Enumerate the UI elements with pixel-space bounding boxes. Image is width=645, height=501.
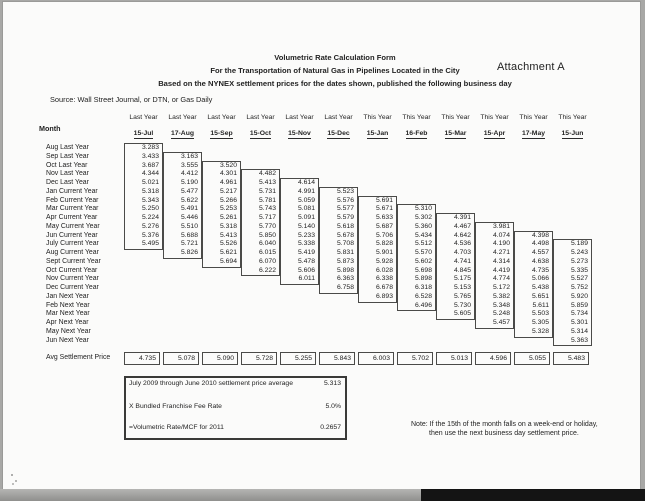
avg-settlement-price-cell: 5.728 xyxy=(241,352,277,365)
settlement-price-cell: 5.721 xyxy=(180,240,198,248)
avg-settlement-price-cell: 5.078 xyxy=(163,352,199,365)
price-column-box xyxy=(163,152,202,259)
column-period-label: Last Year xyxy=(246,114,275,121)
settlement-price-cell: 6.011 xyxy=(298,275,315,283)
settlement-price-cell: 5.671 xyxy=(375,205,393,213)
table-row-label: May Current Year xyxy=(46,222,100,230)
summary-value: 5.0% xyxy=(325,403,341,410)
column-period-label: Last Year xyxy=(285,114,314,121)
column-period-label: This Year xyxy=(402,114,431,121)
settlement-price-cell: 6.318 xyxy=(414,284,432,291)
settlement-price-cell: 5.579 xyxy=(336,214,354,221)
settlement-price-cell: 5.434 xyxy=(414,231,432,239)
form-basis-line: Based on the NYNEX settlement prices for the dates shown, published the following business day xyxy=(158,79,512,88)
settlement-price-cell: 5.233 xyxy=(297,231,315,239)
settlement-price-cell: 5.273 xyxy=(570,257,588,265)
column-date-label: 15-Sep xyxy=(210,130,233,137)
table-row-label: Jan Current Year xyxy=(46,187,98,195)
settlement-price-cell: 5.606 xyxy=(297,266,315,274)
column-header xyxy=(278,114,321,140)
settlement-price-cell: 6.028 xyxy=(375,266,393,274)
settlement-price-cell: 5.446 xyxy=(180,214,198,221)
column-period-label: This Year xyxy=(480,114,509,121)
settlement-price-cell: 5.318 xyxy=(219,222,237,230)
settlement-price-cell: 5.901 xyxy=(375,249,393,256)
settlement-price-cell: 5.190 xyxy=(180,179,198,186)
table-row-label: Mar Current Year xyxy=(46,205,99,213)
settlement-price-cell: 5.828 xyxy=(375,240,393,248)
table-row-label: Nov Last Year xyxy=(46,170,89,178)
table-row-label: Aug Current Year xyxy=(46,249,99,256)
settlement-price-cell: 5.224 xyxy=(141,214,159,221)
form-subtitle: For the Transportation of Natural Gas in Pipelines Located in the City xyxy=(210,66,460,75)
settlement-price-cell: 6.758 xyxy=(336,284,354,291)
price-column-box xyxy=(475,222,514,329)
settlement-price-cell: 5.651 xyxy=(531,292,549,300)
table-row-label: Feb Current Year xyxy=(46,196,99,204)
settlement-price-cell: 5.217 xyxy=(219,187,237,195)
column-date-label: 15-Jun xyxy=(561,130,584,137)
settlement-price-cell: 5.140 xyxy=(297,222,315,230)
column-period-label: Last Year xyxy=(324,114,353,121)
price-column-box xyxy=(553,239,592,346)
settlement-price-cell: 5.363 xyxy=(570,336,588,344)
settlement-price-cell: 5.510 xyxy=(180,222,198,230)
settlement-price-cell: 5.243 xyxy=(570,249,588,256)
summary-label: July 2009 through June 2010 settlement price average xyxy=(129,380,293,387)
column-header xyxy=(122,114,165,140)
settlement-price-cell: 5.495 xyxy=(141,240,159,248)
settlement-price-cell: 5.898 xyxy=(414,275,432,283)
column-date-label: 15-Apr xyxy=(483,130,506,137)
settlement-price-cell: 4.482 xyxy=(258,170,276,178)
settlement-price-cell: 5.175 xyxy=(453,275,471,283)
settlement-price-cell: 6.363 xyxy=(336,275,354,283)
settlement-price-cell: 5.920 xyxy=(570,292,588,300)
column-date-label: 15-Jan xyxy=(366,130,389,137)
price-column-box xyxy=(514,231,553,338)
window-bottom-bar xyxy=(421,489,645,501)
table-row-label: Jan Next Year xyxy=(46,292,89,300)
table-row-label: May Next Year xyxy=(46,327,91,335)
settlement-price-cell: 3.687 xyxy=(141,161,159,169)
table-row-label: Mar Next Year xyxy=(46,310,90,318)
settlement-price-cell: 4.774 xyxy=(492,275,510,283)
settlement-price-cell: 4.735 xyxy=(531,266,549,274)
settlement-price-cell: 5.348 xyxy=(492,301,510,309)
settlement-price-cell: 5.248 xyxy=(492,310,510,318)
settlement-price-cell: 5.602 xyxy=(414,257,432,265)
settlement-price-cell: 3.981 xyxy=(492,222,510,230)
settlement-price-cell: 5.577 xyxy=(336,205,354,213)
document-page xyxy=(2,1,641,490)
table-row-label: Oct Last Year xyxy=(46,161,88,169)
avg-settlement-price-cell: 5.090 xyxy=(202,352,238,365)
settlement-price-cell: 4.074 xyxy=(492,231,510,239)
settlement-price-cell: 6.528 xyxy=(414,292,432,300)
summary-label: =Volumetric Rate/MCF for 2011 xyxy=(129,424,224,431)
settlement-price-cell: 5.261 xyxy=(219,214,237,221)
settlement-price-cell: 4.536 xyxy=(453,240,471,248)
settlement-price-cell: 4.301 xyxy=(219,170,237,178)
settlement-price-cell: 5.622 xyxy=(180,196,198,204)
settlement-price-cell: 5.338 xyxy=(297,240,315,248)
settlement-price-cell: 5.765 xyxy=(453,292,471,300)
settlement-price-cell: 4.314 xyxy=(492,257,510,265)
column-header xyxy=(239,114,282,140)
settlement-price-cell: 5.688 xyxy=(180,231,198,239)
column-date-label: 17-May xyxy=(521,130,546,137)
settlement-price-cell: 5.687 xyxy=(375,222,393,230)
settlement-price-cell: 5.678 xyxy=(336,231,354,239)
form-title: Volumetric Rate Calculation Form xyxy=(274,53,396,62)
settlement-price-cell: 5.335 xyxy=(570,266,588,274)
column-period-label: This Year xyxy=(558,114,587,121)
settlement-price-cell: 4.391 xyxy=(453,214,471,221)
settlement-price-cell: 5.717 xyxy=(258,214,276,221)
settlement-price-cell: 5.781 xyxy=(258,196,276,204)
settlement-price-cell: 6.338 xyxy=(375,275,393,283)
settlement-price-cell: 5.526 xyxy=(219,240,237,248)
summary-value: 0.2657 xyxy=(320,424,341,431)
settlement-price-cell: 5.276 xyxy=(141,222,159,230)
settlement-price-cell: 5.491 xyxy=(180,205,198,213)
price-column-box xyxy=(436,213,475,320)
settlement-price-cell: 5.360 xyxy=(414,222,432,230)
price-column-box xyxy=(358,196,397,303)
settlement-price-cell: 5.694 xyxy=(219,257,237,265)
settlement-price-cell: 5.250 xyxy=(141,205,159,213)
settlement-price-cell: 6.015 xyxy=(258,249,276,256)
avg-settlement-price-label: Avg Settlement Price xyxy=(46,354,111,361)
settlement-price-cell: 5.618 xyxy=(336,222,354,230)
column-header xyxy=(356,114,399,140)
settlement-price-cell: 3.433 xyxy=(141,152,159,160)
settlement-price-cell: 4.991 xyxy=(297,187,315,195)
summary-value: 5.313 xyxy=(323,380,341,387)
settlement-price-cell: 3.555 xyxy=(180,161,198,169)
settlement-price-cell: 5.928 xyxy=(375,257,393,265)
month-column-header: Month xyxy=(39,124,61,133)
settlement-price-cell: 5.091 xyxy=(297,214,315,221)
settlement-price-cell: 3.283 xyxy=(141,144,159,151)
settlement-price-cell: 5.153 xyxy=(453,284,471,291)
column-period-label: This Year xyxy=(519,114,548,121)
settlement-price-cell: 5.691 xyxy=(375,196,393,204)
settlement-price-cell: 5.570 xyxy=(414,249,432,256)
settlement-price-cell: 5.831 xyxy=(336,249,354,256)
settlement-price-cell: 5.708 xyxy=(336,240,354,248)
settlement-price-cell: 5.826 xyxy=(180,249,198,256)
source-line: Source: Wall Street Journal, or DTN, or Gas Daily xyxy=(50,95,213,104)
table-row-label: Oct Current Year xyxy=(46,266,98,274)
settlement-price-cell: 5.310 xyxy=(414,205,432,213)
avg-settlement-price-cell: 5.055 xyxy=(514,352,550,365)
settlement-price-cell: 5.301 xyxy=(570,319,588,326)
price-column-box xyxy=(397,204,436,311)
settlement-price-cell: 4.845 xyxy=(453,266,471,274)
settlement-price-cell: 4.271 xyxy=(492,249,510,256)
scan-artifact xyxy=(11,474,13,476)
settlement-price-cell: 4.412 xyxy=(180,170,198,178)
avg-settlement-price-cell: 6.003 xyxy=(358,352,394,365)
settlement-price-cell: 5.576 xyxy=(336,196,354,204)
settlement-price-cell: 5.478 xyxy=(297,257,315,265)
summary-label: X Bundled Franchise Fee Rate xyxy=(129,403,222,410)
weekend-holiday-note xyxy=(411,420,626,438)
settlement-price-cell: 5.743 xyxy=(258,205,276,213)
settlement-price-cell: 3.163 xyxy=(180,152,198,160)
settlement-price-cell: 5.752 xyxy=(570,284,588,291)
column-date-label: 16-Feb xyxy=(405,130,428,137)
column-date-label: 15-Dec xyxy=(327,130,350,137)
settlement-price-cell: 4.614 xyxy=(297,179,315,186)
settlement-price-cell: 5.189 xyxy=(570,240,588,248)
settlement-price-cell: 5.527 xyxy=(570,275,588,283)
settlement-price-cell: 5.343 xyxy=(141,196,159,204)
price-column-box xyxy=(202,161,241,268)
note-line: then use the next business day settlement price. xyxy=(429,430,579,437)
avg-settlement-price-cell: 4.596 xyxy=(475,352,511,365)
settlement-price-cell: 5.873 xyxy=(336,257,354,265)
settlement-price-cell: 5.382 xyxy=(492,292,510,300)
table-row-label: Apr Current Year xyxy=(46,214,98,221)
avg-settlement-price-cell: 5.255 xyxy=(280,352,316,365)
settlement-price-cell: 5.302 xyxy=(414,214,432,221)
settlement-price-cell: 5.314 xyxy=(570,327,588,335)
table-row-label: Aug Last Year xyxy=(46,144,89,151)
settlement-price-cell: 4.741 xyxy=(453,257,471,265)
rate-calculation-box xyxy=(124,376,347,440)
table-row-label: Feb Next Year xyxy=(46,301,90,309)
avg-settlement-price-cell: 5.843 xyxy=(319,352,355,365)
column-date-label: 15-Jul xyxy=(133,130,154,137)
settlement-price-cell: 5.621 xyxy=(219,249,237,256)
window-bottom-shade xyxy=(0,489,421,501)
settlement-price-cell: 5.731 xyxy=(258,187,276,195)
table-row-label: Apr Next Year xyxy=(46,319,89,326)
settlement-price-cell: 5.512 xyxy=(414,240,432,248)
settlement-price-cell: 4.703 xyxy=(453,249,471,256)
note-line: Note: If the 15th of the month falls on a week-end or holiday, xyxy=(411,421,598,428)
settlement-price-cell: 5.253 xyxy=(219,205,237,213)
settlement-price-cell: 4.642 xyxy=(453,231,471,239)
settlement-price-cell: 5.503 xyxy=(531,310,549,318)
settlement-price-cell: 5.523 xyxy=(336,187,354,195)
column-period-label: Last Year xyxy=(168,114,197,121)
column-period-label: This Year xyxy=(441,114,470,121)
price-column-box xyxy=(319,187,358,294)
column-period-label: Last Year xyxy=(207,114,236,121)
price-column-box xyxy=(241,169,280,276)
settlement-price-cell: 5.413 xyxy=(258,179,276,186)
settlement-price-cell: 5.438 xyxy=(531,284,549,291)
settlement-price-cell: 6.496 xyxy=(414,301,432,309)
settlement-price-cell: 6.222 xyxy=(258,266,276,274)
settlement-price-cell: 5.859 xyxy=(570,301,588,309)
table-row-label: Sept Current Year xyxy=(46,257,101,265)
settlement-price-cell: 5.318 xyxy=(141,187,159,195)
column-header xyxy=(512,114,555,140)
settlement-price-cell: 5.413 xyxy=(219,231,237,239)
column-header xyxy=(395,114,438,140)
settlement-price-cell: 4.498 xyxy=(531,240,549,248)
settlement-price-cell: 5.770 xyxy=(258,222,276,230)
settlement-price-cell: 5.328 xyxy=(531,327,549,335)
column-header xyxy=(473,114,516,140)
settlement-price-cell: 6.893 xyxy=(375,292,393,300)
column-date-label: 15-Nov xyxy=(288,130,311,137)
column-header xyxy=(317,114,360,140)
settlement-price-cell: 4.419 xyxy=(492,266,510,274)
avg-settlement-price-cell: 5.702 xyxy=(397,352,433,365)
settlement-price-cell: 5.605 xyxy=(453,310,471,318)
settlement-price-cell: 5.419 xyxy=(297,249,315,256)
settlement-price-cell: 5.734 xyxy=(570,310,588,318)
settlement-price-cell: 5.172 xyxy=(492,284,510,291)
settlement-price-cell: 5.706 xyxy=(375,231,393,239)
column-header xyxy=(551,114,594,140)
settlement-price-cell: 4.190 xyxy=(492,240,510,248)
settlement-price-cell: 5.081 xyxy=(297,205,315,213)
avg-settlement-price-cell: 4.735 xyxy=(124,352,160,365)
table-row-label: Sep Last Year xyxy=(46,152,89,160)
settlement-price-cell: 5.850 xyxy=(258,231,276,239)
settlement-price-cell: 5.611 xyxy=(532,301,549,309)
settlement-price-cell: 4.557 xyxy=(531,249,549,256)
price-column-box xyxy=(124,143,163,250)
table-row-label: Dec Last Year xyxy=(46,179,89,186)
settlement-price-cell: 4.344 xyxy=(141,170,159,178)
table-row-label: July Current Year xyxy=(46,240,99,248)
table-row-label: Jun Current Year xyxy=(46,231,98,239)
table-row-label: Dec Current Year xyxy=(46,284,99,291)
settlement-price-cell: 5.266 xyxy=(219,196,237,204)
settlement-price-cell: 6.070 xyxy=(258,257,276,265)
column-date-label: 15-Mar xyxy=(444,130,467,137)
table-row-label: Nov Current Year xyxy=(46,275,99,283)
attachment-label: Attachment A xyxy=(497,61,565,73)
column-header xyxy=(200,114,243,140)
settlement-price-cell: 4.638 xyxy=(531,257,549,265)
avg-settlement-price-cell: 5.483 xyxy=(553,352,589,365)
settlement-price-cell: 5.457 xyxy=(492,319,510,326)
column-date-label: 17-Aug xyxy=(170,130,195,137)
price-column-box xyxy=(280,178,319,285)
settlement-price-cell: 5.477 xyxy=(180,187,198,195)
settlement-price-cell: 5.376 xyxy=(141,231,159,239)
column-period-label: Last Year xyxy=(129,114,158,121)
settlement-price-cell: 4.961 xyxy=(219,179,237,186)
column-date-label: 15-Oct xyxy=(249,130,272,137)
avg-settlement-price-cell: 5.013 xyxy=(436,352,472,365)
settlement-price-cell: 5.059 xyxy=(297,196,315,204)
column-period-label: This Year xyxy=(363,114,392,121)
settlement-price-cell: 4.467 xyxy=(453,222,471,230)
settlement-price-cell: 6.678 xyxy=(375,284,393,291)
table-row-label: Jun Next Year xyxy=(46,336,89,344)
settlement-price-cell: 5.066 xyxy=(531,275,549,283)
settlement-price-cell: 6.040 xyxy=(258,240,276,248)
settlement-price-cell: 4.398 xyxy=(531,231,549,239)
settlement-price-cell: 5.730 xyxy=(453,301,471,309)
settlement-price-cell: 5.633 xyxy=(375,214,393,221)
column-header xyxy=(434,114,477,140)
settlement-price-cell: 5.305 xyxy=(531,319,549,326)
column-header xyxy=(161,114,204,140)
settlement-price-cell: 5.898 xyxy=(336,266,354,274)
settlement-price-cell: 5.021 xyxy=(141,179,159,186)
settlement-price-cell: 5.698 xyxy=(414,266,432,274)
settlement-price-cell: 3.520 xyxy=(219,161,237,169)
